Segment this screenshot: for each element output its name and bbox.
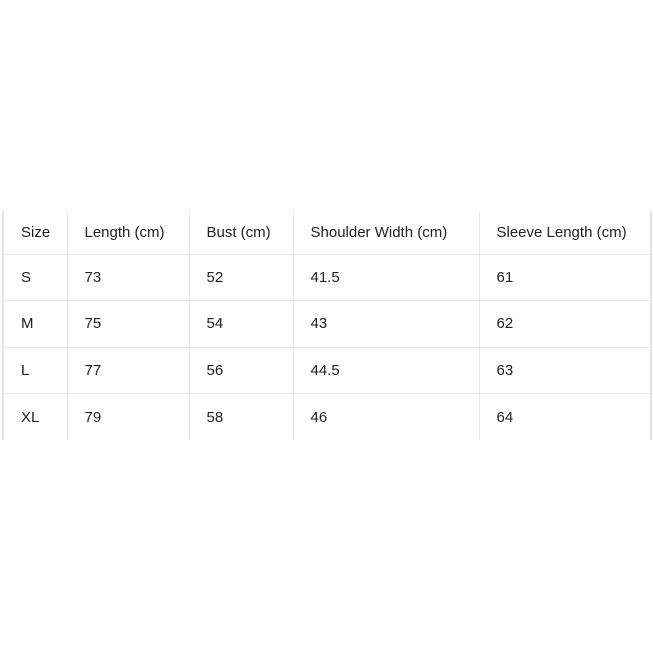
table-row — [4, 347, 650, 394]
cell-bust: 56 — [189, 347, 293, 394]
table-row — [4, 301, 650, 348]
cell-bust: 54 — [189, 301, 293, 348]
cell-length: 75 — [67, 301, 189, 348]
header-shoulder-width: Shoulder Width (cm) — [293, 211, 479, 254]
cell-shoulder-width: 43 — [293, 301, 479, 348]
cell-sleeve-length: 61 — [479, 254, 650, 301]
cell-size: M — [4, 301, 67, 348]
cell-bust: 52 — [189, 254, 293, 301]
cell-sleeve-length: 62 — [479, 301, 650, 348]
cell-sleeve-length: 63 — [479, 347, 650, 394]
header-sleeve-length: Sleeve Length (cm) — [479, 211, 650, 254]
cell-shoulder-width: 44.5 — [293, 347, 479, 394]
cell-shoulder-width: 46 — [293, 394, 479, 441]
header-length: Length (cm) — [67, 211, 189, 254]
cell-length: 73 — [67, 254, 189, 301]
cell-size: L — [4, 347, 67, 394]
table-row — [4, 254, 650, 301]
size-chart — [2, 211, 652, 440]
cell-size: XL — [4, 394, 67, 441]
cell-size: S — [4, 254, 67, 301]
cell-shoulder-width: 41.5 — [293, 254, 479, 301]
cell-length: 79 — [67, 394, 189, 441]
cell-length: 77 — [67, 347, 189, 394]
cell-sleeve-length: 64 — [496, 408, 514, 426]
table-row — [4, 394, 650, 441]
header-bust: Bust (cm) — [189, 211, 293, 254]
cell-bust: 58 — [189, 394, 293, 441]
size-chart-table — [4, 211, 650, 440]
table-header-row — [4, 211, 650, 254]
header-size: Size — [4, 211, 67, 254]
